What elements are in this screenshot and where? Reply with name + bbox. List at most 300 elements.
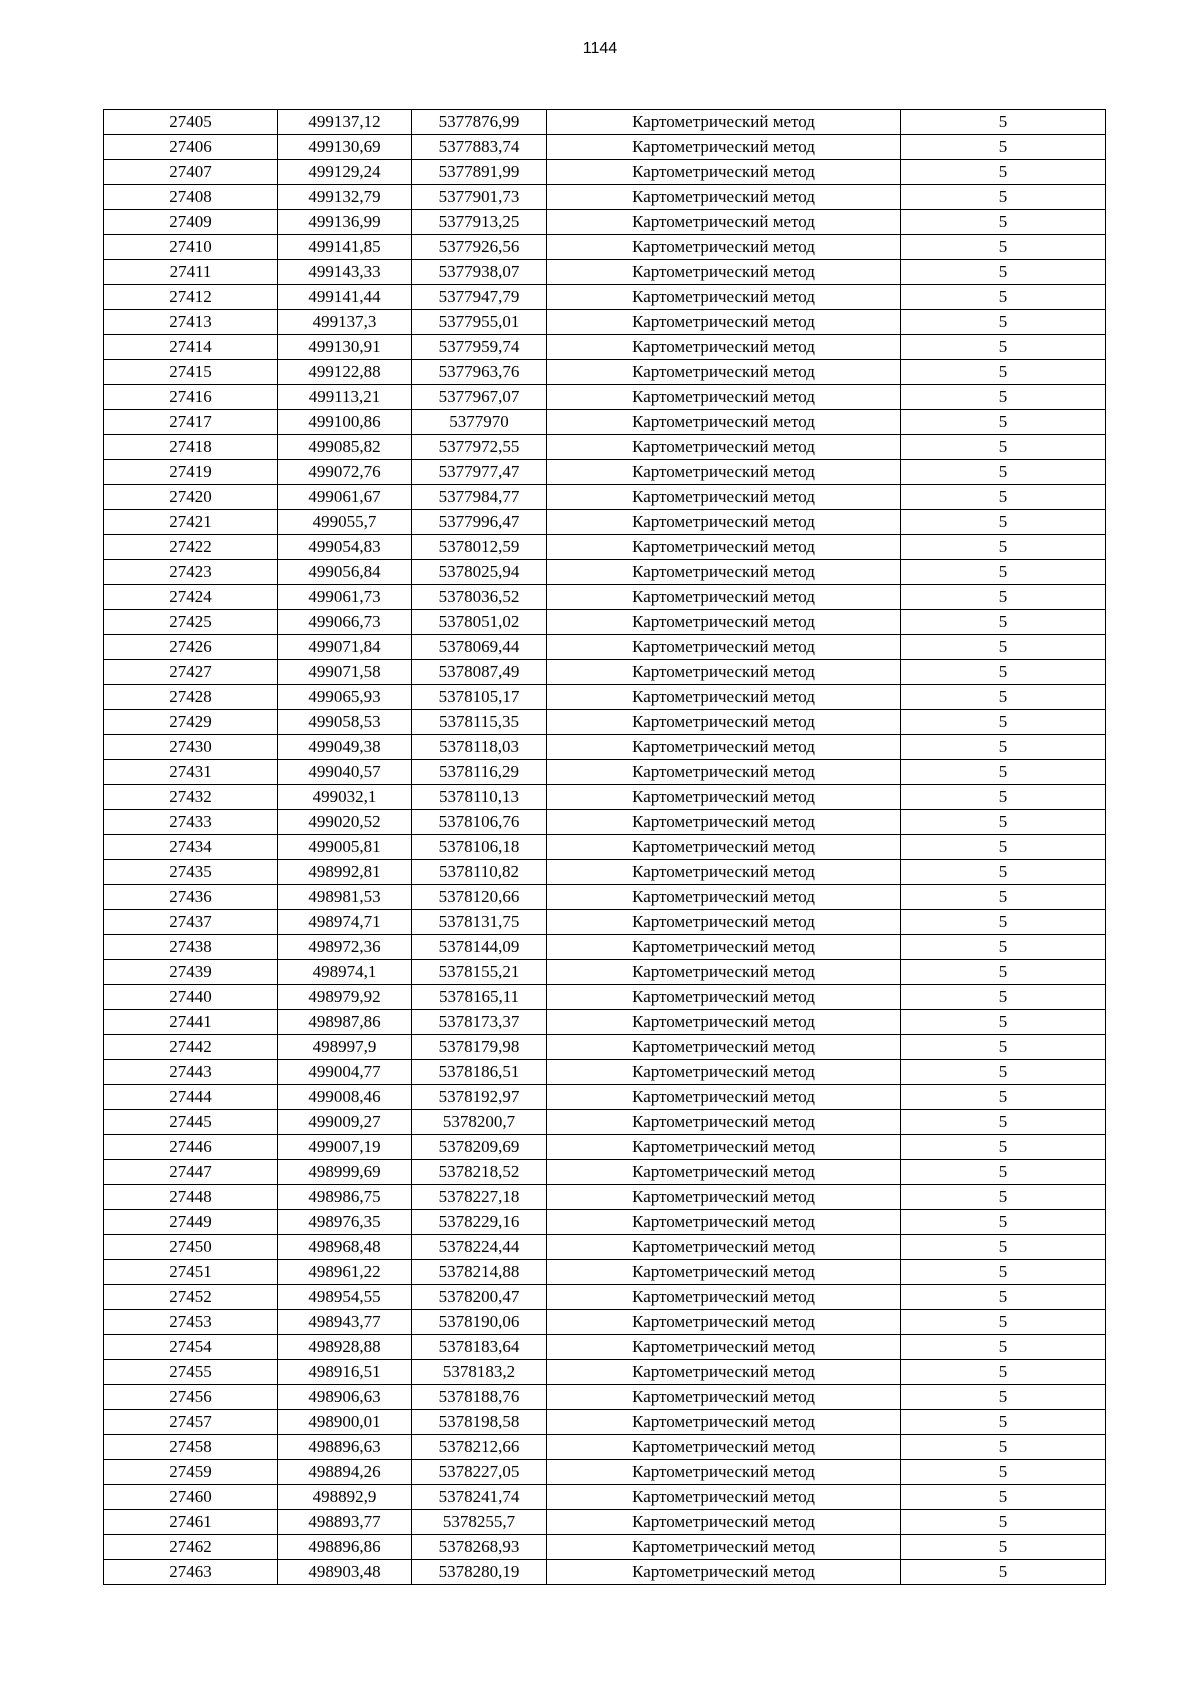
y-coordinate-cell: 5378106,76 bbox=[412, 810, 547, 835]
point-number-cell: 27425 bbox=[104, 610, 278, 635]
point-number-cell: 27443 bbox=[104, 1060, 278, 1085]
coordinates-table-body bbox=[104, 110, 1106, 1585]
point-number-cell: 27410 bbox=[104, 235, 278, 260]
method-cell: Картометрический метод bbox=[547, 560, 901, 585]
table-row bbox=[104, 1260, 1106, 1285]
y-coordinate-cell: 5378227,05 bbox=[412, 1460, 547, 1485]
point-number-cell: 27431 bbox=[104, 760, 278, 785]
accuracy-cell: 5 bbox=[901, 435, 1106, 460]
x-coordinate-cell: 499141,44 bbox=[278, 285, 412, 310]
y-coordinate-cell: 5377926,56 bbox=[412, 235, 547, 260]
method-cell: Картометрический метод bbox=[547, 835, 901, 860]
y-coordinate-cell: 5378192,97 bbox=[412, 1085, 547, 1110]
method-cell: Картометрический метод bbox=[547, 860, 901, 885]
point-number-cell: 27420 bbox=[104, 485, 278, 510]
table-row bbox=[104, 685, 1106, 710]
table-row bbox=[104, 485, 1106, 510]
method-cell: Картометрический метод bbox=[547, 810, 901, 835]
x-coordinate-cell: 499137,3 bbox=[278, 310, 412, 335]
method-cell: Картометрический метод bbox=[547, 1435, 901, 1460]
method-cell: Картометрический метод bbox=[547, 1410, 901, 1435]
y-coordinate-cell: 5378224,44 bbox=[412, 1235, 547, 1260]
x-coordinate-cell: 499055,7 bbox=[278, 510, 412, 535]
point-number-cell: 27454 bbox=[104, 1335, 278, 1360]
method-cell: Картометрический метод bbox=[547, 535, 901, 560]
accuracy-cell: 5 bbox=[901, 1510, 1106, 1535]
point-number-cell: 27424 bbox=[104, 585, 278, 610]
x-coordinate-cell: 499065,93 bbox=[278, 685, 412, 710]
y-coordinate-cell: 5378012,59 bbox=[412, 535, 547, 560]
point-number-cell: 27437 bbox=[104, 910, 278, 935]
accuracy-cell: 5 bbox=[901, 1535, 1106, 1560]
method-cell: Картометрический метод bbox=[547, 185, 901, 210]
y-coordinate-cell: 5377891,99 bbox=[412, 160, 547, 185]
accuracy-cell: 5 bbox=[901, 1160, 1106, 1185]
y-coordinate-cell: 5378227,18 bbox=[412, 1185, 547, 1210]
table-row bbox=[104, 1310, 1106, 1335]
table-row bbox=[104, 360, 1106, 385]
accuracy-cell: 5 bbox=[901, 710, 1106, 735]
x-coordinate-cell: 498999,69 bbox=[278, 1160, 412, 1185]
accuracy-cell: 5 bbox=[901, 1260, 1106, 1285]
x-coordinate-cell: 499005,81 bbox=[278, 835, 412, 860]
y-coordinate-cell: 5378255,7 bbox=[412, 1510, 547, 1535]
y-coordinate-cell: 5378051,02 bbox=[412, 610, 547, 635]
point-number-cell: 27436 bbox=[104, 885, 278, 910]
point-number-cell: 27439 bbox=[104, 960, 278, 985]
y-coordinate-cell: 5378183,64 bbox=[412, 1335, 547, 1360]
table-row bbox=[104, 835, 1106, 860]
y-coordinate-cell: 5378198,58 bbox=[412, 1410, 547, 1435]
x-coordinate-cell: 499061,73 bbox=[278, 585, 412, 610]
accuracy-cell: 5 bbox=[901, 910, 1106, 935]
method-cell: Картометрический метод bbox=[547, 1510, 901, 1535]
point-number-cell: 27407 bbox=[104, 160, 278, 185]
y-coordinate-cell: 5378218,52 bbox=[412, 1160, 547, 1185]
point-number-cell: 27434 bbox=[104, 835, 278, 860]
y-coordinate-cell: 5377901,73 bbox=[412, 185, 547, 210]
point-number-cell: 27460 bbox=[104, 1485, 278, 1510]
method-cell: Картометрический метод bbox=[547, 385, 901, 410]
y-coordinate-cell: 5377913,25 bbox=[412, 210, 547, 235]
accuracy-cell: 5 bbox=[901, 735, 1106, 760]
y-coordinate-cell: 5377972,55 bbox=[412, 435, 547, 460]
x-coordinate-cell: 499061,67 bbox=[278, 485, 412, 510]
x-coordinate-cell: 499008,46 bbox=[278, 1085, 412, 1110]
table-row bbox=[104, 1060, 1106, 1085]
method-cell: Картометрический метод bbox=[547, 985, 901, 1010]
point-number-cell: 27432 bbox=[104, 785, 278, 810]
method-cell: Картометрический метод bbox=[547, 460, 901, 485]
table-row bbox=[104, 335, 1106, 360]
point-number-cell: 27415 bbox=[104, 360, 278, 385]
x-coordinate-cell: 499058,53 bbox=[278, 710, 412, 735]
y-coordinate-cell: 5377996,47 bbox=[412, 510, 547, 535]
point-number-cell: 27449 bbox=[104, 1210, 278, 1235]
accuracy-cell: 5 bbox=[901, 960, 1106, 985]
point-number-cell: 27413 bbox=[104, 310, 278, 335]
point-number-cell: 27409 bbox=[104, 210, 278, 235]
method-cell: Картометрический метод bbox=[547, 1535, 901, 1560]
table-row bbox=[104, 1410, 1106, 1435]
accuracy-cell: 5 bbox=[901, 335, 1106, 360]
point-number-cell: 27453 bbox=[104, 1310, 278, 1335]
point-number-cell: 27418 bbox=[104, 435, 278, 460]
accuracy-cell: 5 bbox=[901, 835, 1106, 860]
table-row bbox=[104, 660, 1106, 685]
point-number-cell: 27438 bbox=[104, 935, 278, 960]
accuracy-cell: 5 bbox=[901, 885, 1106, 910]
method-cell: Картометрический метод bbox=[547, 1485, 901, 1510]
method-cell: Картометрический метод bbox=[547, 135, 901, 160]
table-row bbox=[104, 1210, 1106, 1235]
accuracy-cell: 5 bbox=[901, 1135, 1106, 1160]
y-coordinate-cell: 5378241,74 bbox=[412, 1485, 547, 1510]
accuracy-cell: 5 bbox=[901, 1485, 1106, 1510]
y-coordinate-cell: 5378116,29 bbox=[412, 760, 547, 785]
x-coordinate-cell: 499049,38 bbox=[278, 735, 412, 760]
x-coordinate-cell: 499132,79 bbox=[278, 185, 412, 210]
table-row bbox=[104, 985, 1106, 1010]
method-cell: Картометрический метод bbox=[547, 1185, 901, 1210]
table-row bbox=[104, 210, 1106, 235]
table-row bbox=[104, 1535, 1106, 1560]
accuracy-cell: 5 bbox=[901, 485, 1106, 510]
x-coordinate-cell: 499004,77 bbox=[278, 1060, 412, 1085]
y-coordinate-cell: 5378118,03 bbox=[412, 735, 547, 760]
point-number-cell: 27433 bbox=[104, 810, 278, 835]
x-coordinate-cell: 499137,12 bbox=[278, 110, 412, 135]
table-row bbox=[104, 710, 1106, 735]
y-coordinate-cell: 5378110,13 bbox=[412, 785, 547, 810]
table-row bbox=[104, 610, 1106, 635]
point-number-cell: 27441 bbox=[104, 1010, 278, 1035]
x-coordinate-cell: 498893,77 bbox=[278, 1510, 412, 1535]
y-coordinate-cell: 5378025,94 bbox=[412, 560, 547, 585]
accuracy-cell: 5 bbox=[901, 860, 1106, 885]
coordinates-table bbox=[103, 109, 1106, 1585]
accuracy-cell: 5 bbox=[901, 385, 1106, 410]
point-number-cell: 27463 bbox=[104, 1560, 278, 1585]
method-cell: Картометрический метод bbox=[547, 660, 901, 685]
point-number-cell: 27408 bbox=[104, 185, 278, 210]
point-number-cell: 27435 bbox=[104, 860, 278, 885]
accuracy-cell: 5 bbox=[901, 360, 1106, 385]
accuracy-cell: 5 bbox=[901, 660, 1106, 685]
point-number-cell: 27405 bbox=[104, 110, 278, 135]
accuracy-cell: 5 bbox=[901, 1435, 1106, 1460]
x-coordinate-cell: 498892,9 bbox=[278, 1485, 412, 1510]
x-coordinate-cell: 499056,84 bbox=[278, 560, 412, 585]
table-row bbox=[104, 1460, 1106, 1485]
x-coordinate-cell: 498943,77 bbox=[278, 1310, 412, 1335]
y-coordinate-cell: 5378268,93 bbox=[412, 1535, 547, 1560]
y-coordinate-cell: 5378214,88 bbox=[412, 1260, 547, 1285]
accuracy-cell: 5 bbox=[901, 510, 1106, 535]
accuracy-cell: 5 bbox=[901, 560, 1106, 585]
table-row bbox=[104, 810, 1106, 835]
y-coordinate-cell: 5377977,47 bbox=[412, 460, 547, 485]
x-coordinate-cell: 499040,57 bbox=[278, 760, 412, 785]
point-number-cell: 27448 bbox=[104, 1185, 278, 1210]
page-number: 1144 bbox=[582, 40, 618, 57]
accuracy-cell: 5 bbox=[901, 185, 1106, 210]
y-coordinate-cell: 5378087,49 bbox=[412, 660, 547, 685]
point-number-cell: 27430 bbox=[104, 735, 278, 760]
accuracy-cell: 5 bbox=[901, 1410, 1106, 1435]
point-number-cell: 27444 bbox=[104, 1085, 278, 1110]
method-cell: Картометрический метод bbox=[547, 1160, 901, 1185]
x-coordinate-cell: 498976,35 bbox=[278, 1210, 412, 1235]
y-coordinate-cell: 5378186,51 bbox=[412, 1060, 547, 1085]
accuracy-cell: 5 bbox=[901, 1385, 1106, 1410]
accuracy-cell: 5 bbox=[901, 110, 1106, 135]
table-row bbox=[104, 935, 1106, 960]
accuracy-cell: 5 bbox=[901, 635, 1106, 660]
accuracy-cell: 5 bbox=[901, 1110, 1106, 1135]
accuracy-cell: 5 bbox=[901, 285, 1106, 310]
y-coordinate-cell: 5378229,16 bbox=[412, 1210, 547, 1235]
accuracy-cell: 5 bbox=[901, 1060, 1106, 1085]
method-cell: Картометрический метод bbox=[547, 1035, 901, 1060]
accuracy-cell: 5 bbox=[901, 210, 1106, 235]
method-cell: Картометрический метод bbox=[547, 110, 901, 135]
method-cell: Картометрический метод bbox=[547, 285, 901, 310]
y-coordinate-cell: 5378155,21 bbox=[412, 960, 547, 985]
point-number-cell: 27451 bbox=[104, 1260, 278, 1285]
y-coordinate-cell: 5377947,79 bbox=[412, 285, 547, 310]
method-cell: Картометрический метод bbox=[547, 485, 901, 510]
point-number-cell: 27428 bbox=[104, 685, 278, 710]
table-row bbox=[104, 1035, 1106, 1060]
point-number-cell: 27426 bbox=[104, 635, 278, 660]
point-number-cell: 27440 bbox=[104, 985, 278, 1010]
y-coordinate-cell: 5378209,69 bbox=[412, 1135, 547, 1160]
accuracy-cell: 5 bbox=[901, 1035, 1106, 1060]
y-coordinate-cell: 5378110,82 bbox=[412, 860, 547, 885]
point-number-cell: 27456 bbox=[104, 1385, 278, 1410]
method-cell: Картометрический метод bbox=[547, 510, 901, 535]
table-row bbox=[104, 885, 1106, 910]
method-cell: Картометрический метод bbox=[547, 1310, 901, 1335]
method-cell: Картометрический метод bbox=[547, 785, 901, 810]
method-cell: Картометрический метод bbox=[547, 735, 901, 760]
method-cell: Картометрический метод bbox=[547, 1285, 901, 1310]
x-coordinate-cell: 498961,22 bbox=[278, 1260, 412, 1285]
point-number-cell: 27447 bbox=[104, 1160, 278, 1185]
table-row bbox=[104, 735, 1106, 760]
x-coordinate-cell: 499071,58 bbox=[278, 660, 412, 685]
x-coordinate-cell: 499141,85 bbox=[278, 235, 412, 260]
y-coordinate-cell: 5378120,66 bbox=[412, 885, 547, 910]
x-coordinate-cell: 498974,71 bbox=[278, 910, 412, 935]
method-cell: Картометрический метод bbox=[547, 685, 901, 710]
table-row bbox=[104, 910, 1106, 935]
method-cell: Картометрический метод bbox=[547, 410, 901, 435]
method-cell: Картометрический метод bbox=[547, 210, 901, 235]
y-coordinate-cell: 5377883,74 bbox=[412, 135, 547, 160]
method-cell: Картометрический метод bbox=[547, 960, 901, 985]
accuracy-cell: 5 bbox=[901, 935, 1106, 960]
x-coordinate-cell: 498896,63 bbox=[278, 1435, 412, 1460]
table-row bbox=[104, 1085, 1106, 1110]
y-coordinate-cell: 5378200,7 bbox=[412, 1110, 547, 1135]
point-number-cell: 27427 bbox=[104, 660, 278, 685]
method-cell: Картометрический метод bbox=[547, 1210, 901, 1235]
y-coordinate-cell: 5378144,09 bbox=[412, 935, 547, 960]
accuracy-cell: 5 bbox=[901, 585, 1106, 610]
x-coordinate-cell: 499143,33 bbox=[278, 260, 412, 285]
method-cell: Картометрический метод bbox=[547, 235, 901, 260]
x-coordinate-cell: 499071,84 bbox=[278, 635, 412, 660]
point-number-cell: 27422 bbox=[104, 535, 278, 560]
method-cell: Картометрический метод bbox=[547, 1060, 901, 1085]
method-cell: Картометрический метод bbox=[547, 1385, 901, 1410]
x-coordinate-cell: 499072,76 bbox=[278, 460, 412, 485]
y-coordinate-cell: 5377876,99 bbox=[412, 110, 547, 135]
x-coordinate-cell: 498992,81 bbox=[278, 860, 412, 885]
x-coordinate-cell: 498974,1 bbox=[278, 960, 412, 985]
accuracy-cell: 5 bbox=[901, 1560, 1106, 1585]
table-row bbox=[104, 635, 1106, 660]
point-number-cell: 27455 bbox=[104, 1360, 278, 1385]
method-cell: Картометрический метод bbox=[547, 910, 901, 935]
x-coordinate-cell: 498986,75 bbox=[278, 1185, 412, 1210]
method-cell: Картометрический метод bbox=[547, 310, 901, 335]
accuracy-cell: 5 bbox=[901, 760, 1106, 785]
table-row bbox=[104, 185, 1106, 210]
table-row bbox=[104, 460, 1106, 485]
accuracy-cell: 5 bbox=[901, 1285, 1106, 1310]
x-coordinate-cell: 498894,26 bbox=[278, 1460, 412, 1485]
accuracy-cell: 5 bbox=[901, 135, 1106, 160]
table-row bbox=[104, 410, 1106, 435]
accuracy-cell: 5 bbox=[901, 1335, 1106, 1360]
accuracy-cell: 5 bbox=[901, 310, 1106, 335]
y-coordinate-cell: 5378105,17 bbox=[412, 685, 547, 710]
point-number-cell: 27452 bbox=[104, 1285, 278, 1310]
x-coordinate-cell: 498981,53 bbox=[278, 885, 412, 910]
table-row bbox=[104, 1110, 1106, 1135]
accuracy-cell: 5 bbox=[901, 1085, 1106, 1110]
accuracy-cell: 5 bbox=[901, 235, 1106, 260]
y-coordinate-cell: 5377967,07 bbox=[412, 385, 547, 410]
y-coordinate-cell: 5378190,06 bbox=[412, 1310, 547, 1335]
point-number-cell: 27458 bbox=[104, 1435, 278, 1460]
y-coordinate-cell: 5378179,98 bbox=[412, 1035, 547, 1060]
x-coordinate-cell: 499100,86 bbox=[278, 410, 412, 435]
y-coordinate-cell: 5378188,76 bbox=[412, 1385, 547, 1410]
accuracy-cell: 5 bbox=[901, 1210, 1106, 1235]
x-coordinate-cell: 498900,01 bbox=[278, 1410, 412, 1435]
x-coordinate-cell: 498987,86 bbox=[278, 1010, 412, 1035]
accuracy-cell: 5 bbox=[901, 610, 1106, 635]
table-row bbox=[104, 1560, 1106, 1585]
table-row bbox=[104, 1435, 1106, 1460]
point-number-cell: 27429 bbox=[104, 710, 278, 735]
point-number-cell: 27406 bbox=[104, 135, 278, 160]
y-coordinate-cell: 5378115,35 bbox=[412, 710, 547, 735]
accuracy-cell: 5 bbox=[901, 410, 1106, 435]
table-row bbox=[104, 235, 1106, 260]
table-row bbox=[104, 510, 1106, 535]
point-number-cell: 27414 bbox=[104, 335, 278, 360]
accuracy-cell: 5 bbox=[901, 1185, 1106, 1210]
table-row bbox=[104, 110, 1106, 135]
y-coordinate-cell: 5377938,07 bbox=[412, 260, 547, 285]
method-cell: Картометрический метод bbox=[547, 585, 901, 610]
method-cell: Картометрический метод bbox=[547, 1135, 901, 1160]
table-row bbox=[104, 860, 1106, 885]
table-row bbox=[104, 1010, 1106, 1035]
x-coordinate-cell: 499032,1 bbox=[278, 785, 412, 810]
table-row bbox=[104, 260, 1106, 285]
point-number-cell: 27419 bbox=[104, 460, 278, 485]
table-row bbox=[104, 535, 1106, 560]
accuracy-cell: 5 bbox=[901, 1010, 1106, 1035]
accuracy-cell: 5 bbox=[901, 535, 1106, 560]
y-coordinate-cell: 5378106,18 bbox=[412, 835, 547, 860]
point-number-cell: 27450 bbox=[104, 1235, 278, 1260]
point-number-cell: 27459 bbox=[104, 1460, 278, 1485]
method-cell: Картометрический метод bbox=[547, 885, 901, 910]
x-coordinate-cell: 499066,73 bbox=[278, 610, 412, 635]
accuracy-cell: 5 bbox=[901, 160, 1106, 185]
x-coordinate-cell: 498972,36 bbox=[278, 935, 412, 960]
y-coordinate-cell: 5378200,47 bbox=[412, 1285, 547, 1310]
accuracy-cell: 5 bbox=[901, 1460, 1106, 1485]
method-cell: Картометрический метод bbox=[547, 635, 901, 660]
method-cell: Картометрический метод bbox=[547, 1260, 901, 1285]
method-cell: Картометрический метод bbox=[547, 160, 901, 185]
x-coordinate-cell: 498903,48 bbox=[278, 1560, 412, 1585]
x-coordinate-cell: 498997,9 bbox=[278, 1035, 412, 1060]
point-number-cell: 27461 bbox=[104, 1510, 278, 1535]
x-coordinate-cell: 499122,88 bbox=[278, 360, 412, 385]
x-coordinate-cell: 499007,19 bbox=[278, 1135, 412, 1160]
method-cell: Картометрический метод bbox=[547, 710, 901, 735]
table-row bbox=[104, 585, 1106, 610]
y-coordinate-cell: 5378165,11 bbox=[412, 985, 547, 1010]
table-row bbox=[104, 385, 1106, 410]
point-number-cell: 27462 bbox=[104, 1535, 278, 1560]
method-cell: Картометрический метод bbox=[547, 760, 901, 785]
accuracy-cell: 5 bbox=[901, 1310, 1106, 1335]
accuracy-cell: 5 bbox=[901, 260, 1106, 285]
y-coordinate-cell: 5377970 bbox=[412, 410, 547, 435]
point-number-cell: 27457 bbox=[104, 1410, 278, 1435]
accuracy-cell: 5 bbox=[901, 1235, 1106, 1260]
table-row bbox=[104, 135, 1106, 160]
x-coordinate-cell: 499130,69 bbox=[278, 135, 412, 160]
x-coordinate-cell: 499113,21 bbox=[278, 385, 412, 410]
method-cell: Картометрический метод bbox=[547, 1335, 901, 1360]
table-row bbox=[104, 785, 1106, 810]
method-cell: Картометрический метод bbox=[547, 435, 901, 460]
table-row bbox=[104, 1485, 1106, 1510]
x-coordinate-cell: 498928,88 bbox=[278, 1335, 412, 1360]
table-row bbox=[104, 1185, 1106, 1210]
accuracy-cell: 5 bbox=[901, 785, 1106, 810]
table-row bbox=[104, 960, 1106, 985]
y-coordinate-cell: 5378036,52 bbox=[412, 585, 547, 610]
method-cell: Картометрический метод bbox=[547, 1560, 901, 1585]
table-row bbox=[104, 160, 1106, 185]
point-number-cell: 27412 bbox=[104, 285, 278, 310]
point-number-cell: 27445 bbox=[104, 1110, 278, 1135]
y-coordinate-cell: 5378069,44 bbox=[412, 635, 547, 660]
x-coordinate-cell: 498906,63 bbox=[278, 1385, 412, 1410]
